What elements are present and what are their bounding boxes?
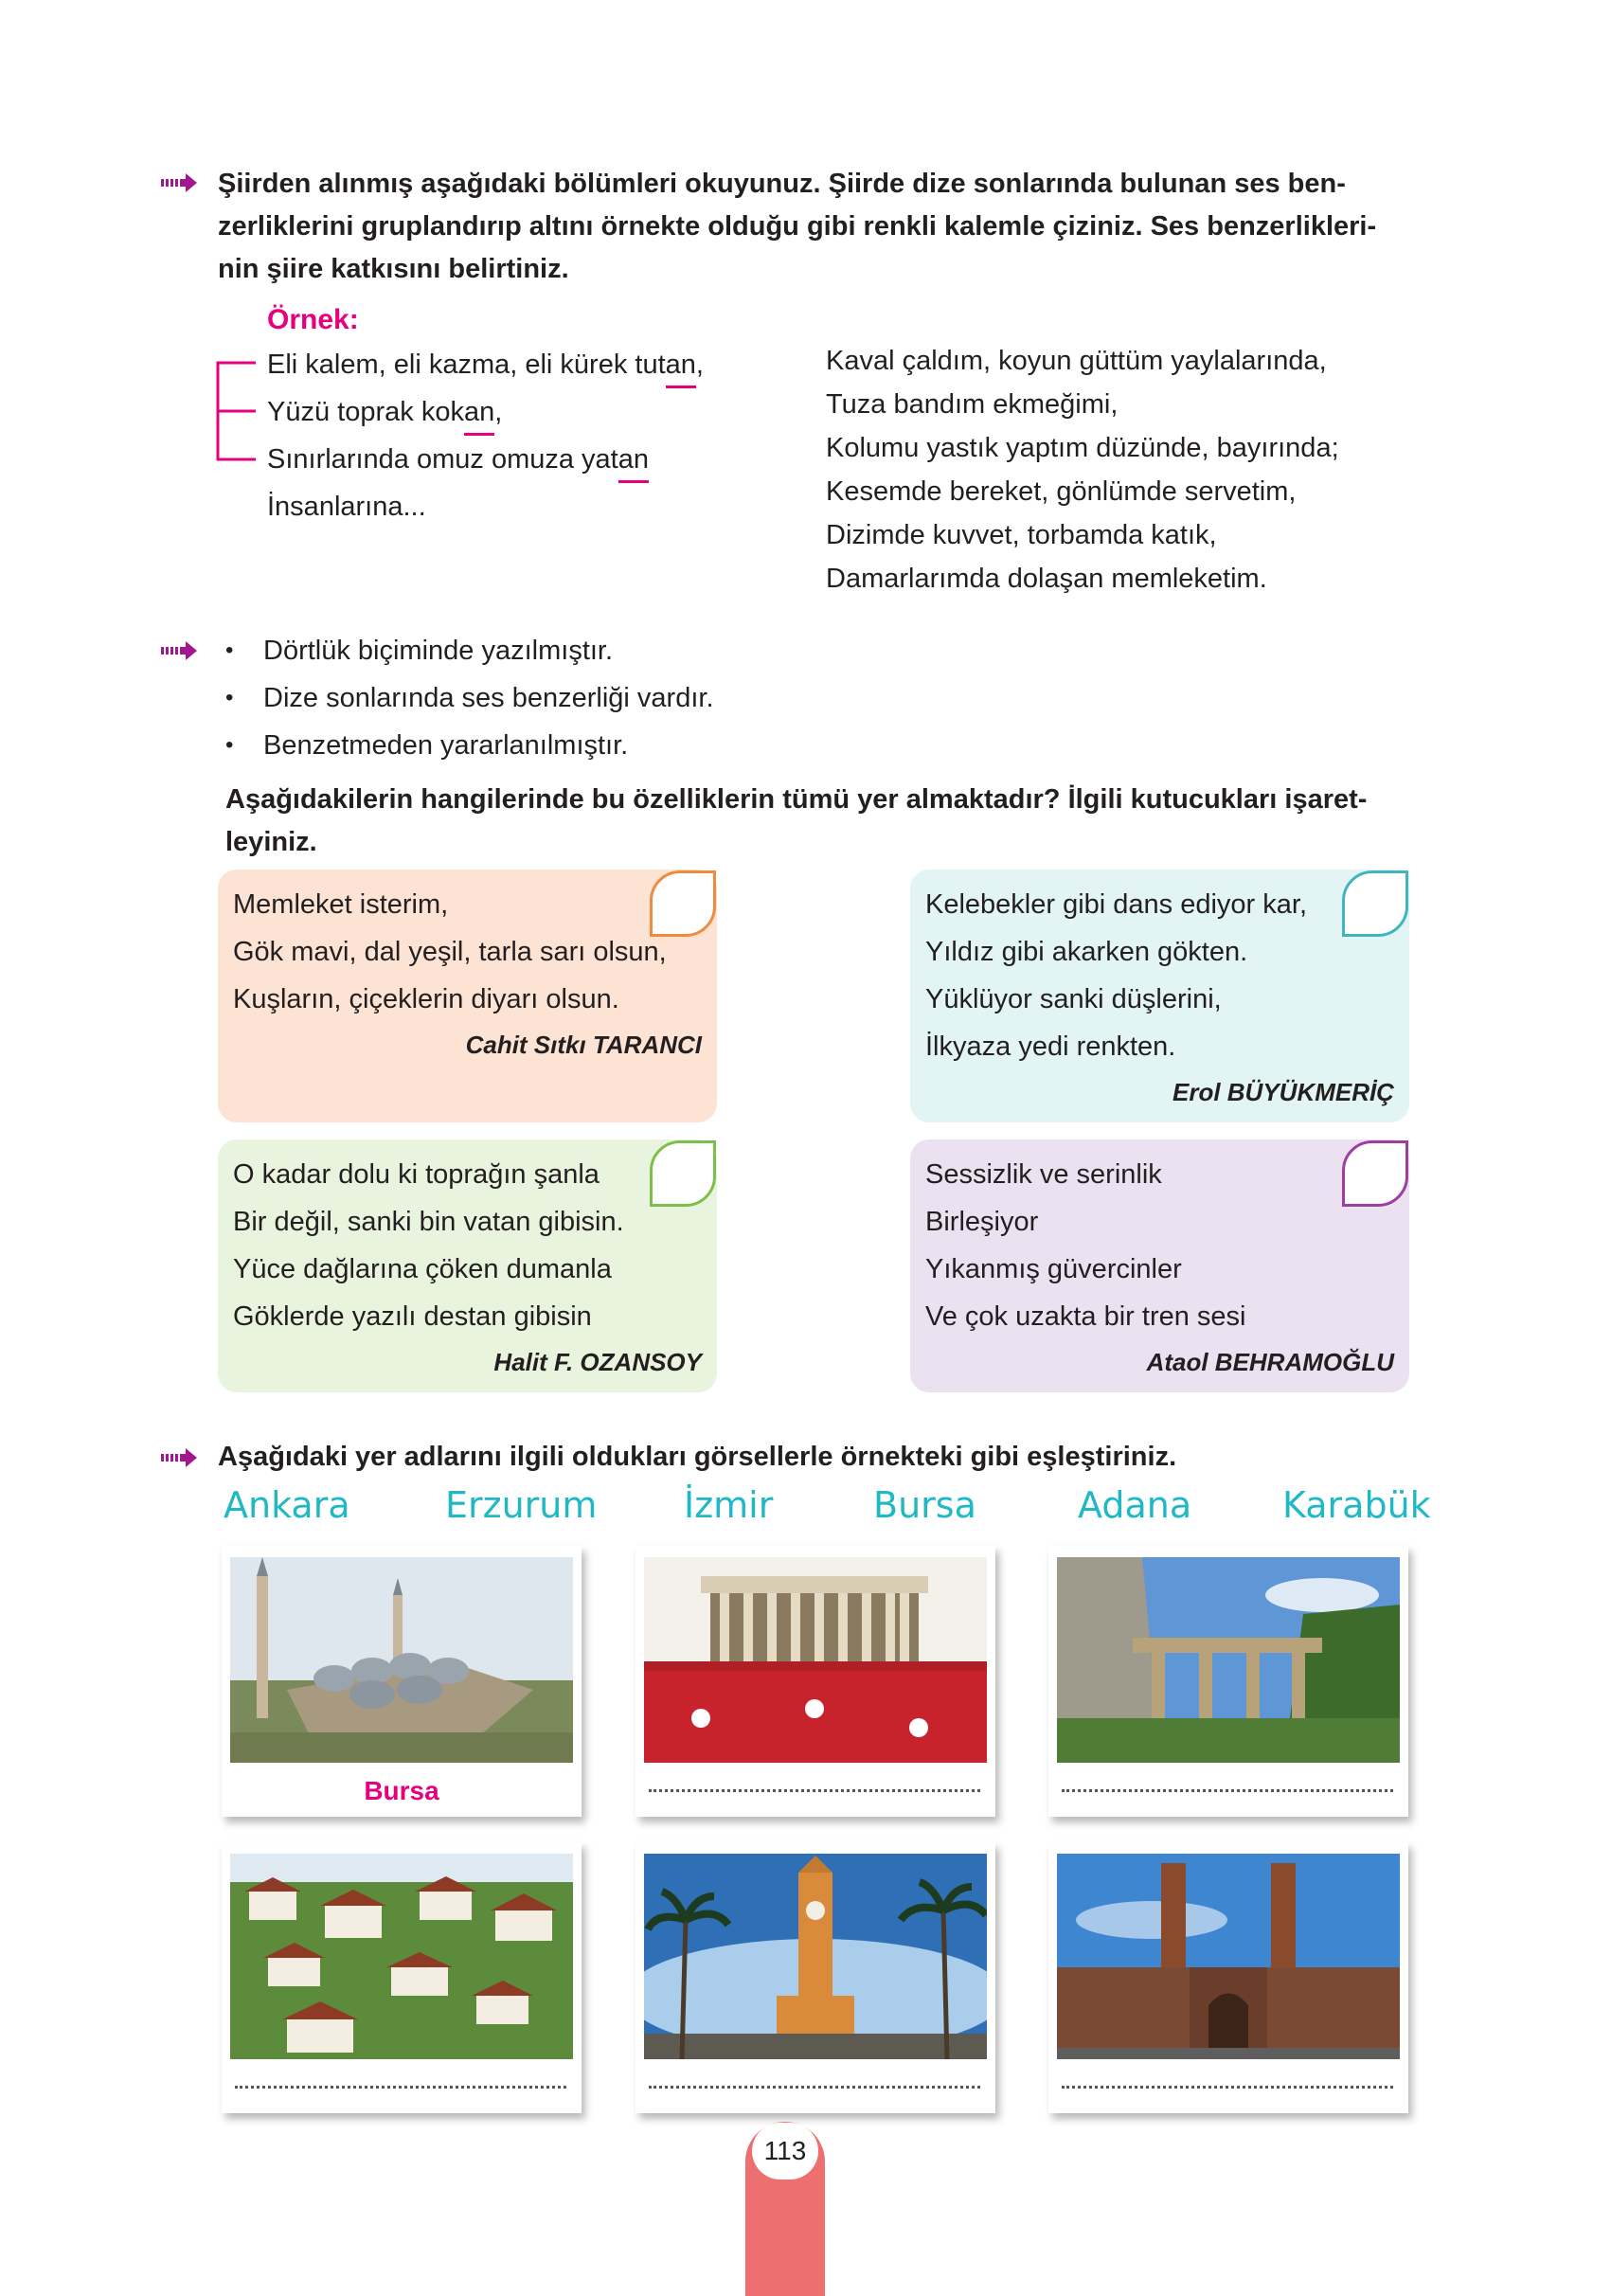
answer-blank[interactable] [649, 1789, 980, 1792]
poem-line: Kaval çaldım, koyun güttüm yaylalarında, [826, 346, 1327, 376]
city-label: Karabük [1282, 1484, 1431, 1526]
mausoleum-crowd-photo [644, 1557, 987, 1763]
poem-card [218, 1139, 717, 1392]
card-line: Kuşların, çiçeklerin diyarı olsun. [233, 984, 619, 1014]
checkbox-leaf[interactable] [1342, 870, 1408, 937]
poem-card [910, 870, 1409, 1122]
feature-list [225, 627, 714, 769]
photo-card [635, 1842, 995, 2113]
bracket-icon [212, 360, 260, 464]
example-line: Yüzü toprak kokan, [267, 388, 704, 436]
poem-author: Ataol BEHRAMOĞLU [1146, 1348, 1394, 1376]
city-label: Erzurum [445, 1484, 598, 1526]
card-line: Sessizlik ve serinlik [925, 1159, 1162, 1190]
checkbox-leaf[interactable] [1342, 1140, 1408, 1207]
photo-card [1048, 1842, 1408, 2113]
instruction-3: Aşağıdaki yer adlarını ilgili oldukları görsellerle örnekteki gibi eşleştiriniz. [218, 1442, 1177, 1472]
poem-line: Kesemde bereket, gönlümde servetim, [826, 476, 1297, 507]
arrow-bullet-icon [161, 1448, 199, 1467]
clock-tower-photo [644, 1854, 987, 2059]
card-line: Yıkanmış güvercinler [925, 1254, 1182, 1284]
twin-minaret-madrasa-photo [1057, 1854, 1400, 2059]
instruction-line: zerliklerini gruplandırıp altını örnekte olduğu gibi renkli kalemle çiziniz. Ses benzerlikleri- [218, 211, 1377, 242]
example-line: İnsanlarına... [267, 492, 426, 522]
instruction-1 [218, 163, 1421, 291]
mosque-photo [230, 1557, 573, 1763]
poem-line: Kolumu yastık yaptım düzünde, bayırında; [826, 433, 1339, 463]
card-line: Kelebekler gibi dans ediyor kar, [925, 889, 1308, 920]
city-label: Ankara [224, 1484, 350, 1526]
poem-line: Dizimde kuvvet, torbamda katık, [826, 520, 1217, 550]
poem-card [910, 1139, 1409, 1392]
example-line: Sınırlarında omuz omuza yatan [267, 436, 704, 483]
answer-blank[interactable] [235, 2086, 566, 2089]
instruction-line: Şiirden alınmış aşağıdaki bölümleri okuyunuz. Şiirde dize sonlarında bulunan ses ben- [218, 169, 1346, 199]
answer-blank[interactable] [1062, 2086, 1393, 2089]
stone-bridge-photo [1057, 1557, 1400, 1763]
rhyme-underline: an [666, 350, 696, 388]
question-line: leyiniz. [225, 827, 317, 857]
photo-card [222, 1546, 582, 1817]
card-line: Memleket isterim, [233, 889, 449, 920]
card-line: Birleşiyor [925, 1207, 1039, 1237]
page-number: 113 [763, 2136, 807, 2165]
instruction-line: nin şiire katkısını belirtiniz. [218, 254, 569, 284]
poem-card [218, 870, 717, 1122]
city-label: Bursa [873, 1484, 976, 1526]
list-item: • Dörtlük biçiminde yazılmıştır. [225, 627, 714, 674]
poem-author: Erol BÜYÜKMERİÇ [1172, 1078, 1394, 1106]
card-line: Gök mavi, dal yeşil, tarla sarı olsun, [233, 937, 667, 967]
card-line: Bir değil, sanki bin vatan gibisin. [233, 1207, 624, 1237]
poem-line: Damarlarımda dolaşan memleketim. [826, 564, 1267, 594]
list-item: • Benzetmeden yararlanılmıştır. [225, 722, 714, 769]
poem-block [826, 339, 1339, 601]
card-line: Göklerde yazılı destan gibisin [233, 1301, 592, 1332]
question-line: Aşağıdakilerin hangilerinde bu özelliklerin tümü yer almaktadır? İlgili kutucukları işaret- [225, 784, 1368, 815]
card-line: Yüklüyor sanki düşlerini, [925, 984, 1222, 1014]
card-line: İlkyaza yedi renkten. [925, 1031, 1176, 1062]
photo-card [222, 1842, 582, 2113]
city-label: İzmir [684, 1484, 774, 1526]
page-number-circle [752, 2123, 818, 2179]
example-line: Eli kalem, eli kazma, eli kürek tutan, [267, 341, 704, 388]
example-poem [267, 341, 704, 530]
answer-blank[interactable] [1062, 1789, 1393, 1792]
example-label: Örnek: [267, 304, 359, 335]
card-line: Yüce dağlarına çöken dumanla [233, 1254, 612, 1284]
checkbox-leaf[interactable] [650, 870, 716, 937]
rhyme-underline: an [618, 444, 649, 483]
arrow-bullet-icon [161, 641, 199, 660]
arrow-bullet-icon [161, 173, 199, 192]
poem-author: Halit F. OZANSOY [493, 1348, 702, 1376]
card-line: Ve çok uzakta bir tren sesi [925, 1301, 1246, 1332]
list-item: • Dize sonlarında ses benzerliği vardır. [225, 674, 714, 722]
card-line: Yıldız gibi akarken gökten. [925, 937, 1248, 967]
poem-line: Tuza bandım ekmeğimi, [826, 389, 1119, 420]
rhyme-underline: an [464, 397, 494, 436]
poem-author: Cahit Sıtkı TARANCI [465, 1031, 702, 1059]
card-line: O kadar dolu ki toprağın şanla [233, 1159, 600, 1190]
answer-text: Bursa [364, 1776, 439, 1805]
photo-card [635, 1546, 995, 1817]
city-label: Adana [1078, 1484, 1192, 1526]
question [225, 779, 1421, 864]
answer-blank[interactable] [649, 2086, 980, 2089]
photo-card [1048, 1546, 1408, 1817]
checkbox-leaf[interactable] [650, 1140, 716, 1207]
ottoman-houses-photo [230, 1854, 573, 2059]
